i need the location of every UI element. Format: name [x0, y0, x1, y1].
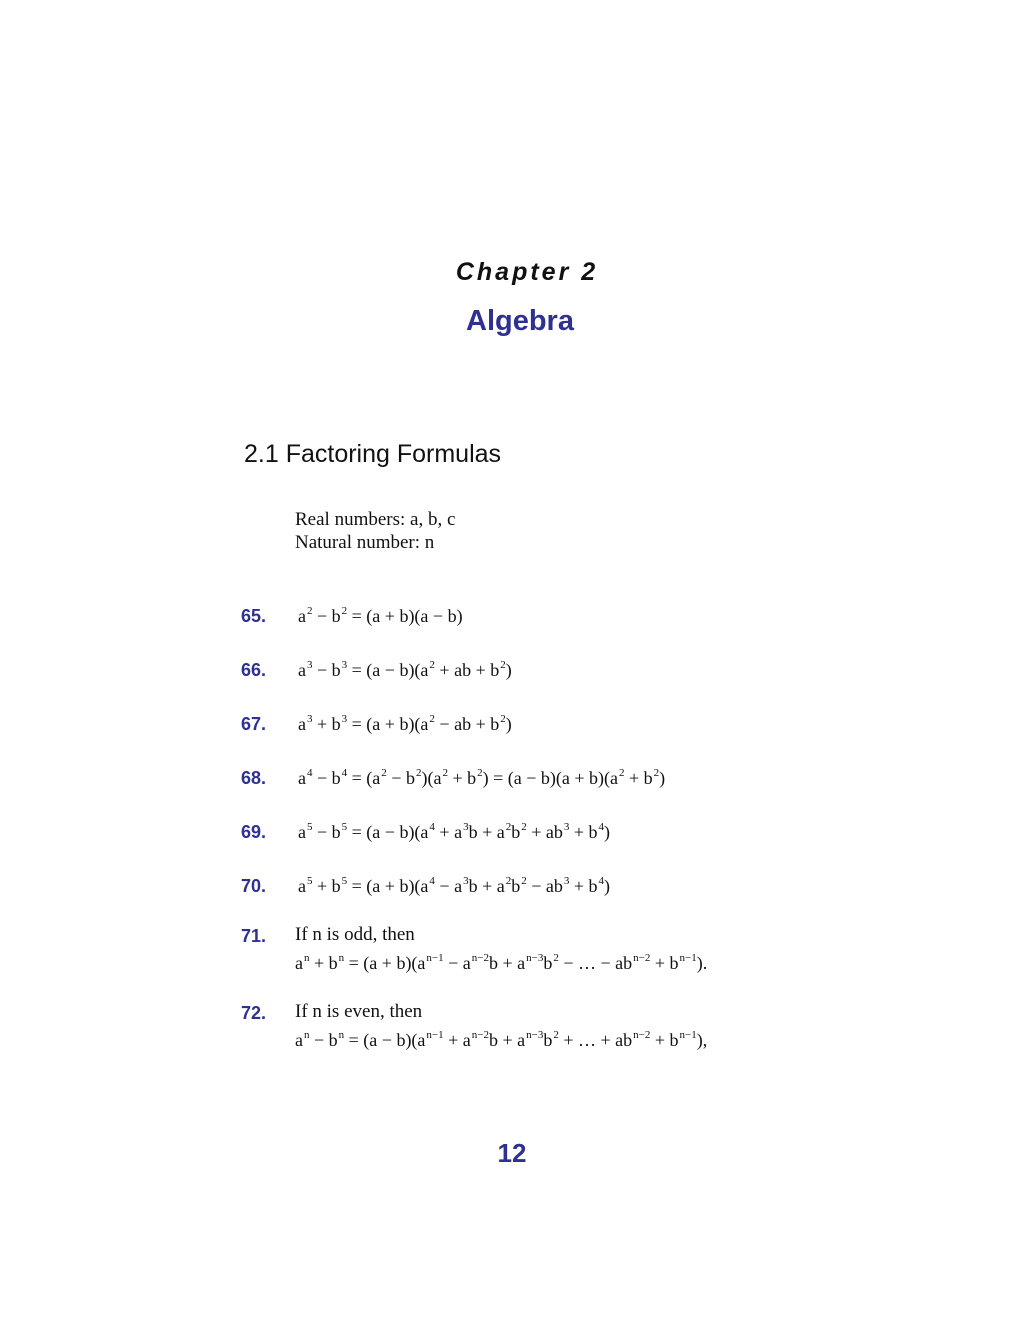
variable-real-numbers: Real numbers: a, b, c	[295, 509, 456, 530]
formula-number-68: 68.	[241, 768, 267, 788]
formula-68: $a^4 - b^4 = (a^2 - b^2)(a^2 + b^2) = (a - b)(a + b)(a^2 + b^2)$	[298, 767, 666, 788]
section-title: 2.1 Factoring Formulas	[244, 440, 502, 468]
chapter-title: Algebra	[466, 305, 574, 337]
formula-72-condition: If n is even, then	[295, 1001, 423, 1022]
chapter-label: Chapter 2	[455, 258, 599, 286]
page-number: 12	[497, 1138, 527, 1168]
formula-71-condition: If n is odd, then	[295, 924, 415, 945]
formula-71: $a^n + b^n = (a + b)(a^{n-1} - a^{n-2}b + a^{n-3}b^2$ − … − $ab^{n-2} + b^{n-1}$).	[295, 952, 708, 973]
formula-67: $a^3 + b^3 = (a + b)(a^2$ − ab + $b^2$)	[298, 713, 512, 734]
formula-number-66: 66.	[241, 660, 267, 680]
formula-65: $a^2 - b^2 = (a + b)(a - b)$	[298, 605, 463, 626]
variable-definitions	[295, 508, 455, 554]
formula-number-67: 67.	[241, 714, 267, 734]
variable-natural-number: Natural number: n	[295, 532, 435, 553]
formula-69: $a^5 - b^5 = (a - b)(a^4 + a^3b + a^2b^2 + ab^3 + b^4)$	[298, 821, 610, 842]
formula-number-71: 71.	[241, 926, 267, 946]
formula-number-69: 69.	[241, 822, 267, 842]
formula-number-72: 72.	[241, 1003, 267, 1023]
formula-70: $a^5 + b^5 = (a + b)(a^4 - a^3b + a^2b^2 - ab^3 + b^4)$	[298, 875, 610, 896]
formula-number-65: 65.	[241, 606, 267, 626]
formula-66: $a^3 - b^3 = (a - b)(a^2$ + ab + $b^2$)	[298, 659, 512, 680]
formula-72: $a^n - b^n = (a - b)(a^{n-1} + a^{n-2}b + a^{n-3}b^2$ + … + $ab^{n-2} + b^{n-1}$),	[295, 1029, 708, 1050]
formula-number-70: 70.	[241, 876, 267, 896]
